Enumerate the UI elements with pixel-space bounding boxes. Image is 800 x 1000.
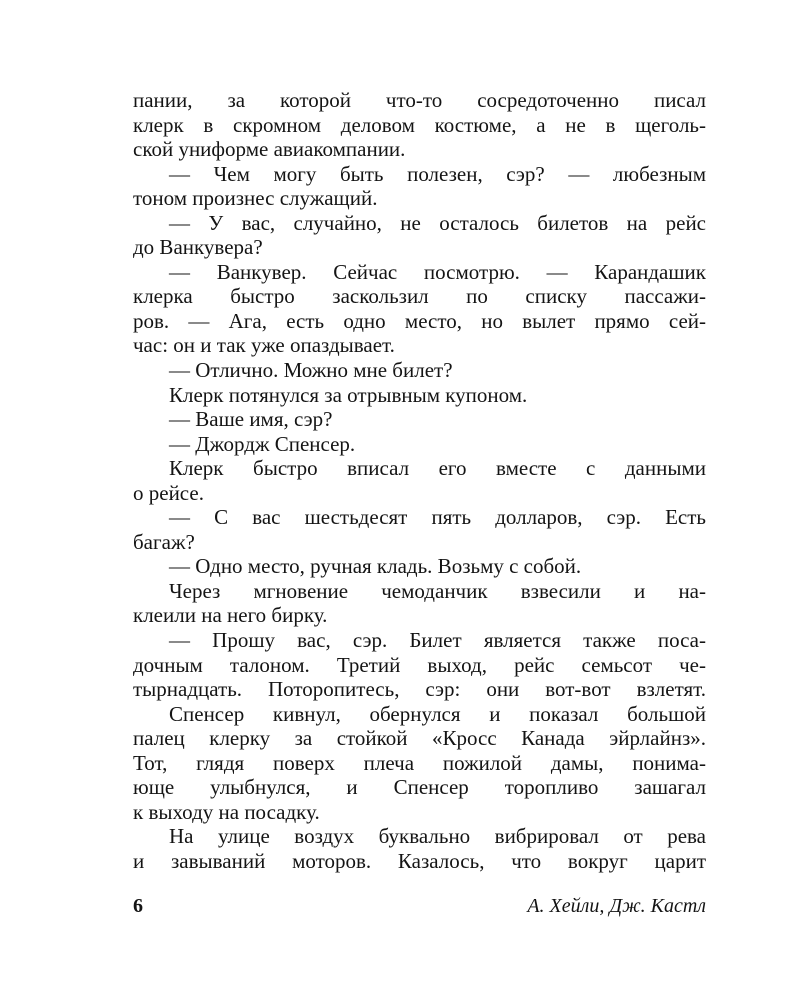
- text-line: — С вас шестьдесят пять долларов, сэр. Есть: [169, 505, 706, 530]
- text-line: тоном произнес служащий.: [133, 186, 378, 211]
- text-line: — Ванкувер. Сейчас посмотрю. — Карандашик: [169, 259, 706, 284]
- running-head: А. Хейли, Дж. Кастл: [527, 895, 706, 917]
- text-line: клерка быстро заскользил по списку пассажи-: [133, 284, 706, 309]
- text-line: На улице воздух буквально вибрировал от рева: [169, 824, 706, 849]
- text-line: к выходу на посадку.: [133, 799, 320, 824]
- text-line: час: он и так уже опаздывает.: [133, 333, 395, 358]
- text-line: Тот, глядя поверх плеча пожилой дамы, понима-: [133, 750, 706, 775]
- text-line: — Ваше имя, сэр?: [169, 407, 333, 432]
- page-number: 6: [133, 895, 143, 917]
- body-text: [133, 88, 706, 874]
- text-line: багаж?: [133, 529, 195, 554]
- text-line: — Чем могу быть полезен, сэр? — любезным: [169, 161, 706, 186]
- text-line: Спенсер кивнул, обернулся и показал большой: [169, 701, 706, 726]
- text-line: ров. — Ага, есть одно место, но вылет прямо сей-: [133, 308, 706, 333]
- text-line: Клерк потянулся за отрывным купоном.: [169, 382, 528, 407]
- text-line: клерк в скромном деловом костюме, а не в щеголь-: [133, 112, 706, 137]
- text-line: дочным талоном. Третий выход, рейс семьсот че-: [133, 652, 706, 677]
- text-line: — Одно место, ручная кладь. Возьму с собой.: [169, 554, 582, 579]
- text-line: и завываний моторов. Казалось, что вокруг царит: [133, 848, 706, 873]
- text-line: — Джордж Спенсер.: [169, 431, 356, 456]
- page-footer: [133, 893, 706, 919]
- text-line: Через мгновение чемоданчик взвесили и на-: [169, 578, 706, 603]
- text-line: — Прошу вас, сэр. Билет является также поса-: [169, 628, 706, 653]
- text-line: ской униформе авиакомпании.: [133, 137, 406, 162]
- text-line: до Ванкувера?: [133, 235, 263, 260]
- text-line: — У вас, случайно, не осталось билетов на рейс: [169, 210, 706, 235]
- text-line: юще улыбнулся, и Спенсер торопливо зашагал: [133, 775, 706, 800]
- text-line: о рейсе.: [133, 480, 204, 505]
- text-line: тырнадцать. Поторопитесь, сэр: они вот-вот взлетят.: [133, 677, 706, 702]
- text-line: — Отлично. Можно мне билет?: [169, 358, 453, 383]
- text-line: клеили на него бирку.: [133, 603, 328, 628]
- text-line: пании, за которой что-то сосредоточенно писал: [133, 88, 706, 112]
- text-line: палец клерку за стойкой «Кросс Канада эйрлайнз».: [133, 726, 706, 751]
- text-line: Клерк быстро вписал его вместе с данными: [169, 456, 706, 481]
